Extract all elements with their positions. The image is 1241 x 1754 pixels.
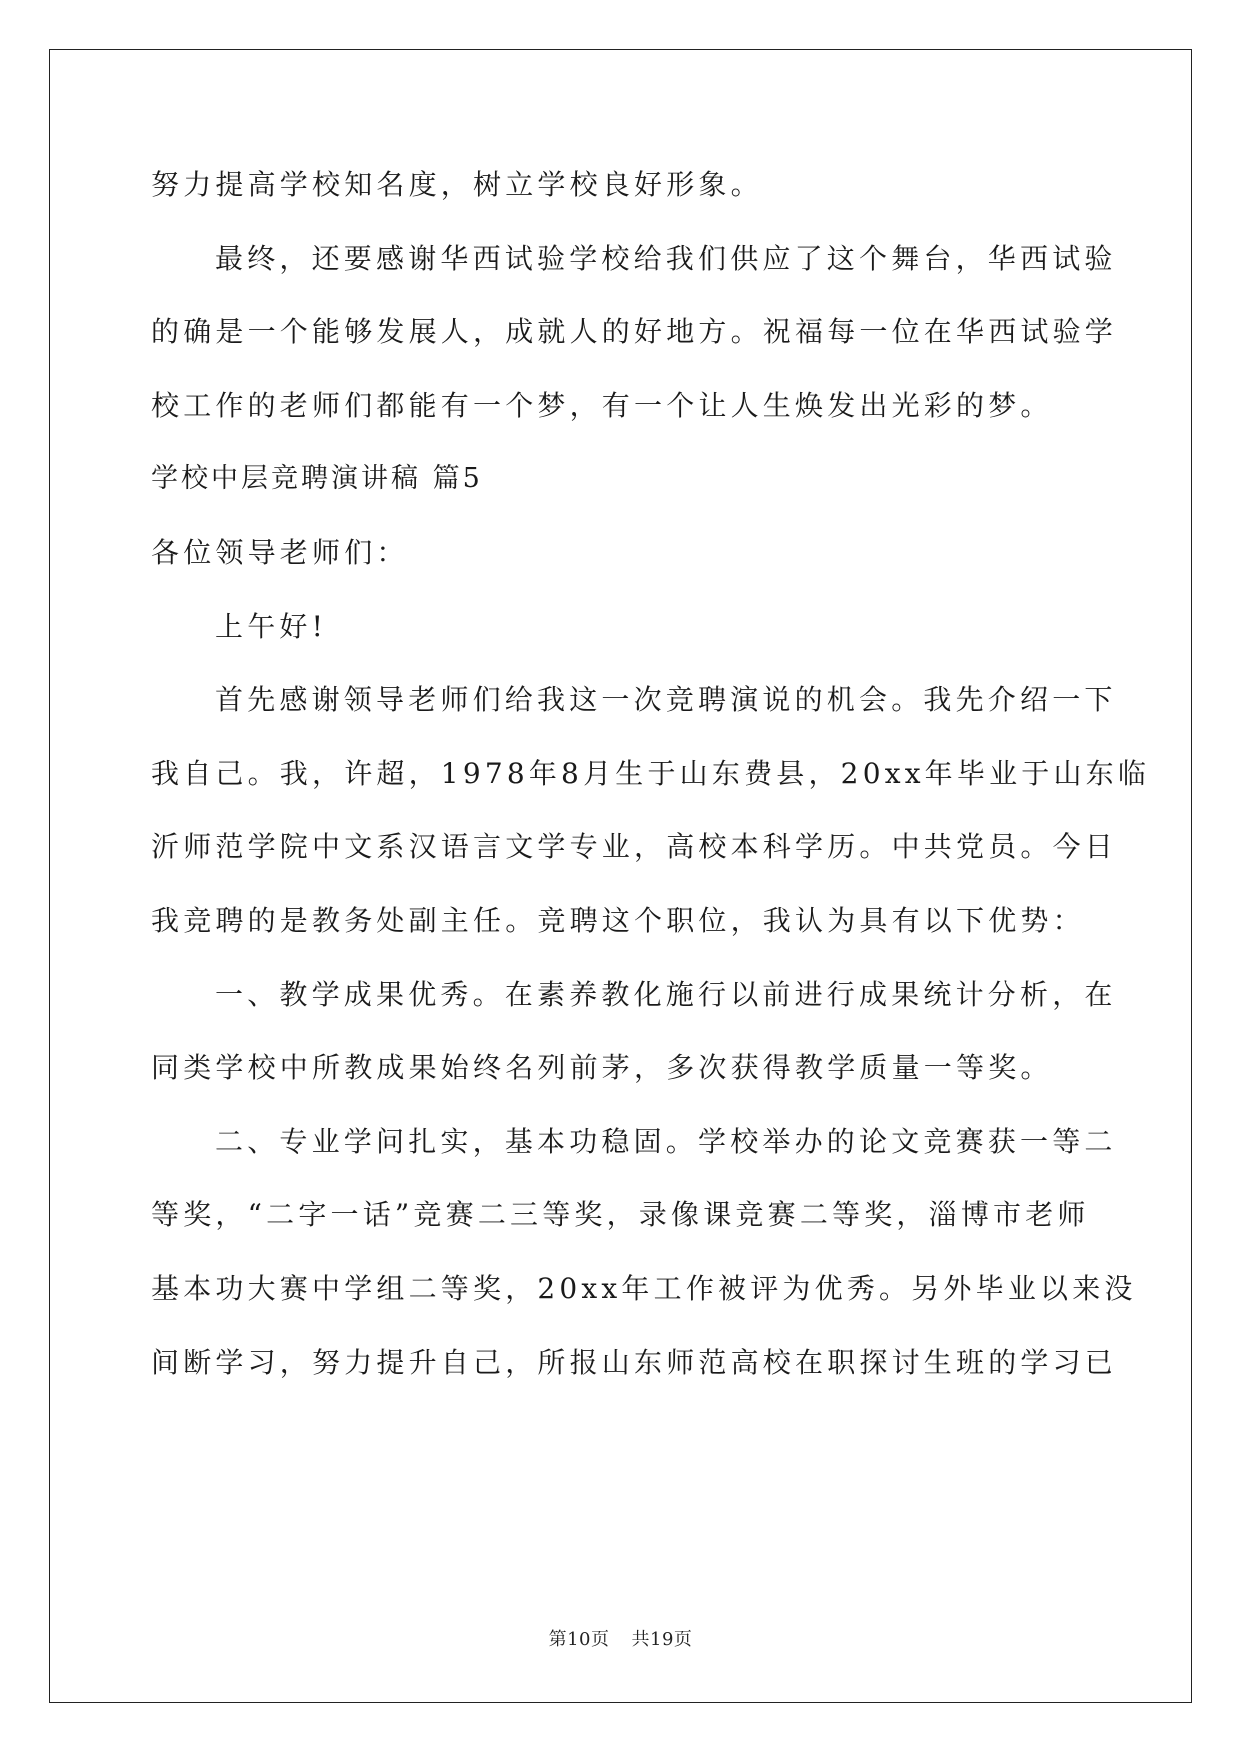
greeting: 上午好!	[215, 609, 328, 643]
paragraph-line: 的确是一个能够发展人，成就人的好地方。祝福每一位在华西试验学	[151, 315, 1118, 349]
paragraph-line: 我竞聘的是教务处副主任。竞聘这个职位，我认为具有以下优势：	[151, 903, 1085, 937]
page-footer	[0, 1625, 1241, 1651]
paragraph-line: 校工作的老师们都能有一个梦，有一个让人生焕发出光彩的梦。	[151, 388, 1053, 422]
paragraph-line: 最终，还要感谢华西试验学校给我们供应了这个舞台，华西试验	[215, 241, 1117, 275]
paragraph-line: 二、专业学问扎实，基本功稳固。学校举办的论文竞赛获一等二	[215, 1124, 1117, 1158]
paragraph-line: 间断学习，努力提升自己，所报山东师范高校在职探讨生班的学习已	[151, 1345, 1118, 1379]
paragraph-line: 等奖，“二字一话”竞赛二三等奖，录像课竞赛二等奖，淄博市老师	[151, 1198, 1090, 1232]
paragraph-line: 基本功大赛中学组二等奖，20xx年工作被评为优秀。另外毕业以来没	[151, 1271, 1137, 1305]
paragraph-line: 一、教学成果优秀。在素养教化施行以前进行成果统计分析，在	[215, 977, 1117, 1011]
salutation: 各位领导老师们：	[151, 535, 409, 569]
paragraph-line: 同类学校中所教成果始终名列前茅，多次获得教学质量一等奖。	[151, 1051, 1053, 1085]
page-number: 第10页	[548, 1629, 610, 1650]
paragraph-line: 我自己。我，许超，1978年8月生于山东费县，20xx年毕业于山东临	[151, 756, 1151, 790]
paragraph-line: 努力提高学校知名度，树立学校良好形象。	[151, 168, 763, 201]
paragraph-line: 首先感谢领导老师们给我这一次竞聘演说的机会。我先介绍一下	[215, 683, 1117, 717]
section-heading: 学校中层竞聘演讲稿 篇5	[151, 463, 483, 495]
paragraph-line: 沂师范学院中文系汉语言文学专业，高校本科学历。中共党员。今日	[151, 830, 1118, 864]
page-total: 共19页	[631, 1629, 693, 1650]
document-body	[151, 163, 1151, 1414]
